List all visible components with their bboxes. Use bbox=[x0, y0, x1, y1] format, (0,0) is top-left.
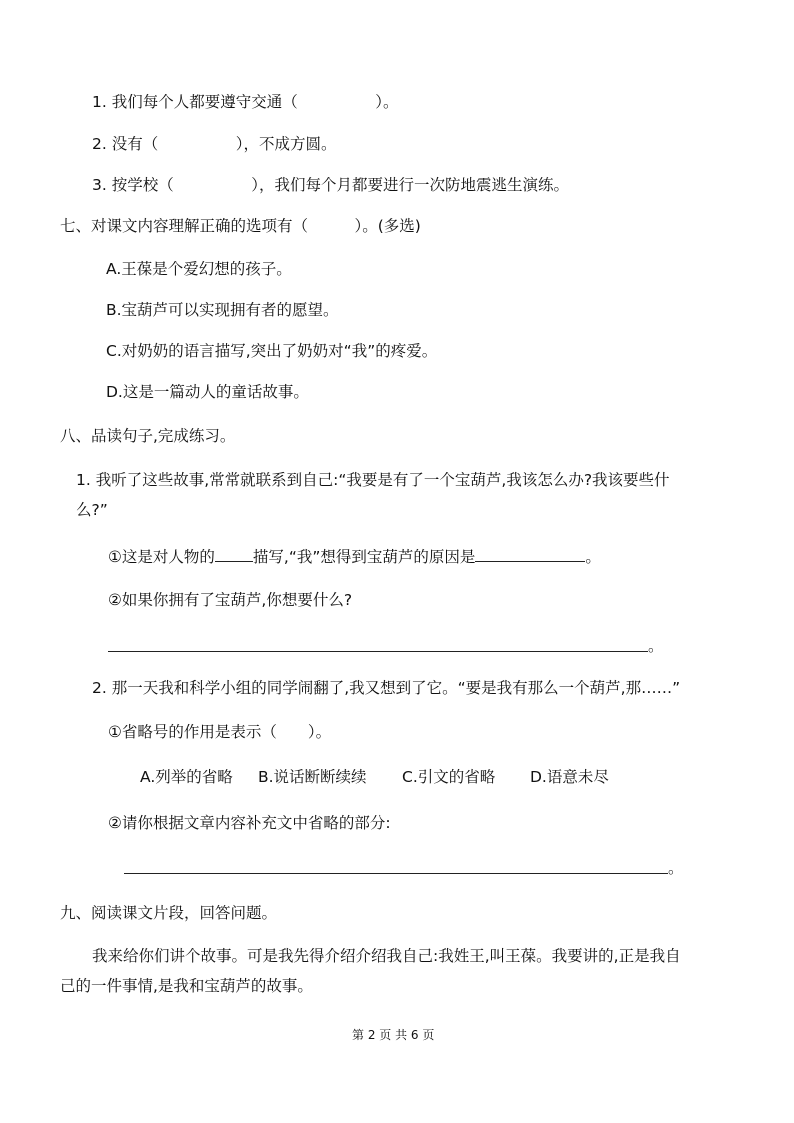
fill-item-3: 3. 按学校（ ），我们每个月都要进行一次防地震逃生演练。 bbox=[92, 176, 569, 194]
question-1-sub-1 bbox=[108, 546, 601, 567]
section-nine-heading: 九、阅读课文片段，回答问题。 bbox=[60, 904, 278, 922]
choice-d: D.语意未尽 bbox=[530, 768, 609, 786]
choice-b: B.说话断断续续 bbox=[258, 768, 367, 786]
option-d: D.这是一篇动人的童话故事。 bbox=[106, 383, 309, 401]
question-2-sub-1: ①省略号的作用是表示（ ）。 bbox=[108, 723, 332, 741]
question-1-line-1: 1. 我听了这些故事,常常就联系到自己:“我要是有了一个宝葫芦,我该怎么办?我该要些什 bbox=[76, 471, 670, 489]
answer-blank-long[interactable] bbox=[475, 546, 585, 562]
question-1-line-2: 么?” bbox=[76, 501, 108, 519]
passage-line-1: 我来给你们讲个故事。可是我先得介绍介绍我自己:我姓王,叫王葆。我要讲的,正是我自 bbox=[92, 947, 681, 965]
sub-1-text-b: 描写,“我”想得到宝葫芦的原因是 bbox=[252, 548, 476, 566]
option-a: A.王葆是个爱幻想的孩子。 bbox=[106, 260, 292, 278]
option-c: C.对奶奶的语言描写,突出了奶奶对“我”的疼爱。 bbox=[106, 342, 438, 360]
question-2-line: 2. 那一天我和科学小组的同学闹翻了,我又想到了它。“要是我有那么一个葫芦,那……” bbox=[92, 679, 681, 697]
choice-a: A.列举的省略 bbox=[140, 768, 233, 786]
fill-item-2: 2. 没有（ ），不成方圆。 bbox=[92, 135, 337, 153]
section-seven-heading: 七、对课文内容理解正确的选项有（ ）。(多选) bbox=[60, 217, 421, 235]
answer-line-1-end: 。 bbox=[648, 637, 664, 655]
question-2-sub-2: ②请你根据文章内容补充文中省略的部分: bbox=[108, 814, 391, 832]
option-b: B.宝葫芦可以实现拥有者的愿望。 bbox=[106, 301, 339, 319]
fill-item-1: 1. 我们每个人都要遵守交通（ ）。 bbox=[92, 93, 399, 111]
sub-1-end: 。 bbox=[585, 548, 601, 566]
answer-blank-short[interactable] bbox=[215, 546, 253, 562]
sub-1-text-a: ①这是对人物的 bbox=[108, 548, 215, 566]
answer-line-2-end: 。 bbox=[668, 859, 684, 877]
section-eight-heading: 八、品读句子,完成练习。 bbox=[60, 427, 236, 445]
passage-line-2: 己的一件事情,是我和宝葫芦的故事。 bbox=[60, 977, 313, 995]
answer-line-1[interactable] bbox=[108, 651, 648, 652]
page-number: 第 2 页 共 6 页 bbox=[352, 1028, 435, 1042]
answer-line-2[interactable] bbox=[124, 873, 668, 874]
choice-c: C.引文的省略 bbox=[402, 768, 496, 786]
question-1-sub-2: ②如果你拥有了宝葫芦,你想要什么? bbox=[108, 591, 353, 609]
